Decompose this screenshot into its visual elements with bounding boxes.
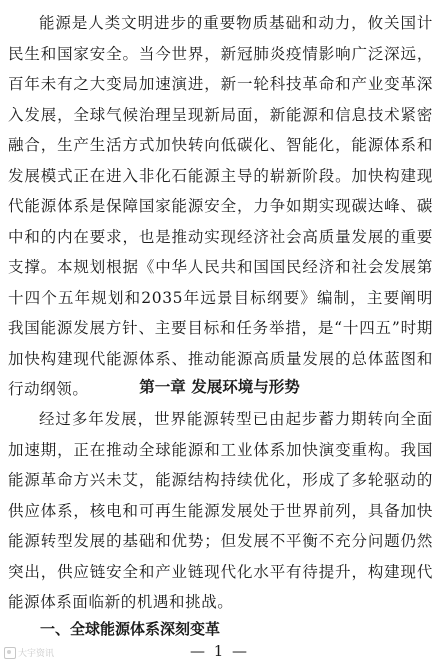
watermark — [4, 646, 54, 659]
section-heading: 一、全球能源体系深刻变革 — [40, 620, 221, 638]
page-number: — 1 — — [189, 642, 250, 660]
chapter-title: 第一章 发展环境与形势 — [139, 378, 300, 396]
chapter-paragraph: 经过多年发展，世界能源转型已由起步蓄力期转向全面加速期，正在推动全球能源和工业体系加快演变重构。我国能源革命方兴未艾，能源结构持续优化，形成了多轮驱动的供应体系，核电和可再生能源发展处于世界前列，具备加快能源转型发展的基础和优势；但发展不平衡不充分问题仍然突出，供应链安全和产业链现代化水平有待提升，构建现代能源体系面临新的机遇和挑战。 — [8, 410, 433, 611]
intro-paragraph: 能源是人类文明进步的重要物质基础和动力，攸关国计民生和国家安全。当今世界，新冠肺炎疫情影响广泛深远，百年未有之大变局加速演进，新一轮科技革命和产业变革深入发展，全球气候治理呈现新局面，新能源和信息技术紧密融合，生产生活方式加快转向低碳化、智能化，能源体系和发展模式正在进入非化石能源主导的崭新阶段。加快构建现代能源体系是保障国家能源安全，力争如期实现碳达峰、碳中和的内在要求，也是推动实现经济社会高质量发展的重要支撑。本规划根据《中华人民共和国国民经济和社会发展第十四个五年规划和2035年远景目标纲要》编制，主要阐明我国能源发展方针、主要目标和任务举措，是“十四五”时期加快构建现代能源体系、推动能源高质量发展的总体蓝图和行动纲领。 — [8, 14, 433, 398]
watermark-text: 大宇资讯 — [18, 649, 55, 659]
watermark-logo-icon — [4, 647, 16, 659]
